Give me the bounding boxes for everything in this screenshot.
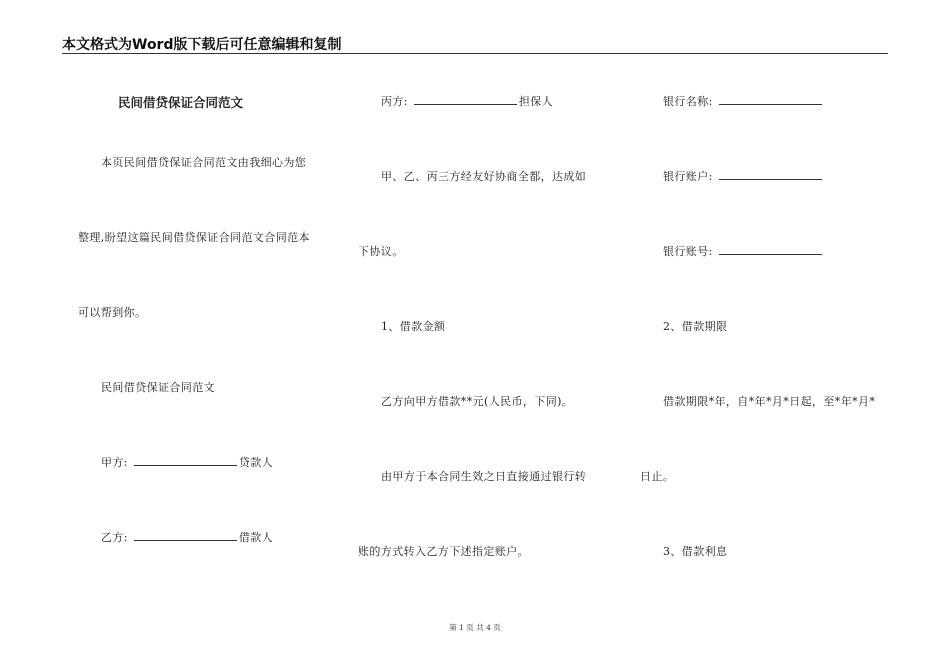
party-c-role: 担保人 [518, 95, 554, 108]
bank-number-blank [719, 245, 822, 255]
agreement-line-2: 下协议。 [358, 245, 404, 258]
party-b-label: 乙方: [101, 531, 128, 544]
contract-title: 民间借贷保证合同范文 [118, 95, 244, 110]
bank-name-line [663, 93, 824, 109]
party-a-blank [134, 456, 237, 466]
bank-holder-line [663, 168, 824, 184]
party-b-role: 借款人 [238, 531, 274, 544]
bank-number-line [663, 243, 824, 259]
party-c-line [381, 93, 553, 109]
contract-subtitle: 民间借贷保证合同范文 [101, 381, 215, 394]
bank-holder-label: 银行账户: [663, 170, 713, 183]
intro-line-2: 整理,盼望这篇民间借贷保证合同范文合同范本 [78, 231, 310, 244]
header-divider [62, 53, 888, 54]
party-a-role: 贷款人 [238, 456, 274, 469]
party-b-line [101, 529, 273, 545]
document-header-title: 本文格式为Word版下载后可任意编辑和复制 [62, 37, 342, 53]
section-1-heading: 1、借款金额 [381, 320, 446, 333]
party-c-label: 丙方: [381, 95, 408, 108]
bank-name-blank [719, 95, 822, 105]
party-c-blank [414, 95, 517, 105]
party-a-line [101, 454, 273, 470]
section-2-heading: 2、借款期限 [663, 320, 728, 333]
party-a-label: 甲方: [101, 456, 128, 469]
loan-amount-text: 乙方向甲方借款**元(人民币，下同)。 [381, 395, 574, 408]
loan-term-end: 日止。 [640, 470, 675, 483]
transfer-line-2: 账的方式转入乙方下述指定账户。 [358, 545, 529, 558]
bank-name-label: 银行名称: [663, 95, 713, 108]
page-number: 第 1 页 共 4 页 [449, 623, 501, 632]
party-b-blank [134, 531, 237, 541]
intro-line-1: 本页民间借贷保证合同范文由我细心为您 [101, 156, 307, 169]
bank-holder-blank [719, 170, 822, 180]
section-3-heading: 3、借款利息 [663, 545, 728, 558]
agreement-line-1: 甲、乙、丙三方经友好协商全都，达成如 [381, 170, 587, 183]
intro-line-3: 可以帮到你。 [78, 306, 147, 319]
transfer-line-1: 由甲方于本合同生效之日直接通过银行转 [381, 470, 587, 483]
bank-number-label: 银行账号: [663, 245, 713, 258]
loan-term-text: 借款期限*年，自*年*月*日起，至*年*月* [663, 395, 876, 408]
